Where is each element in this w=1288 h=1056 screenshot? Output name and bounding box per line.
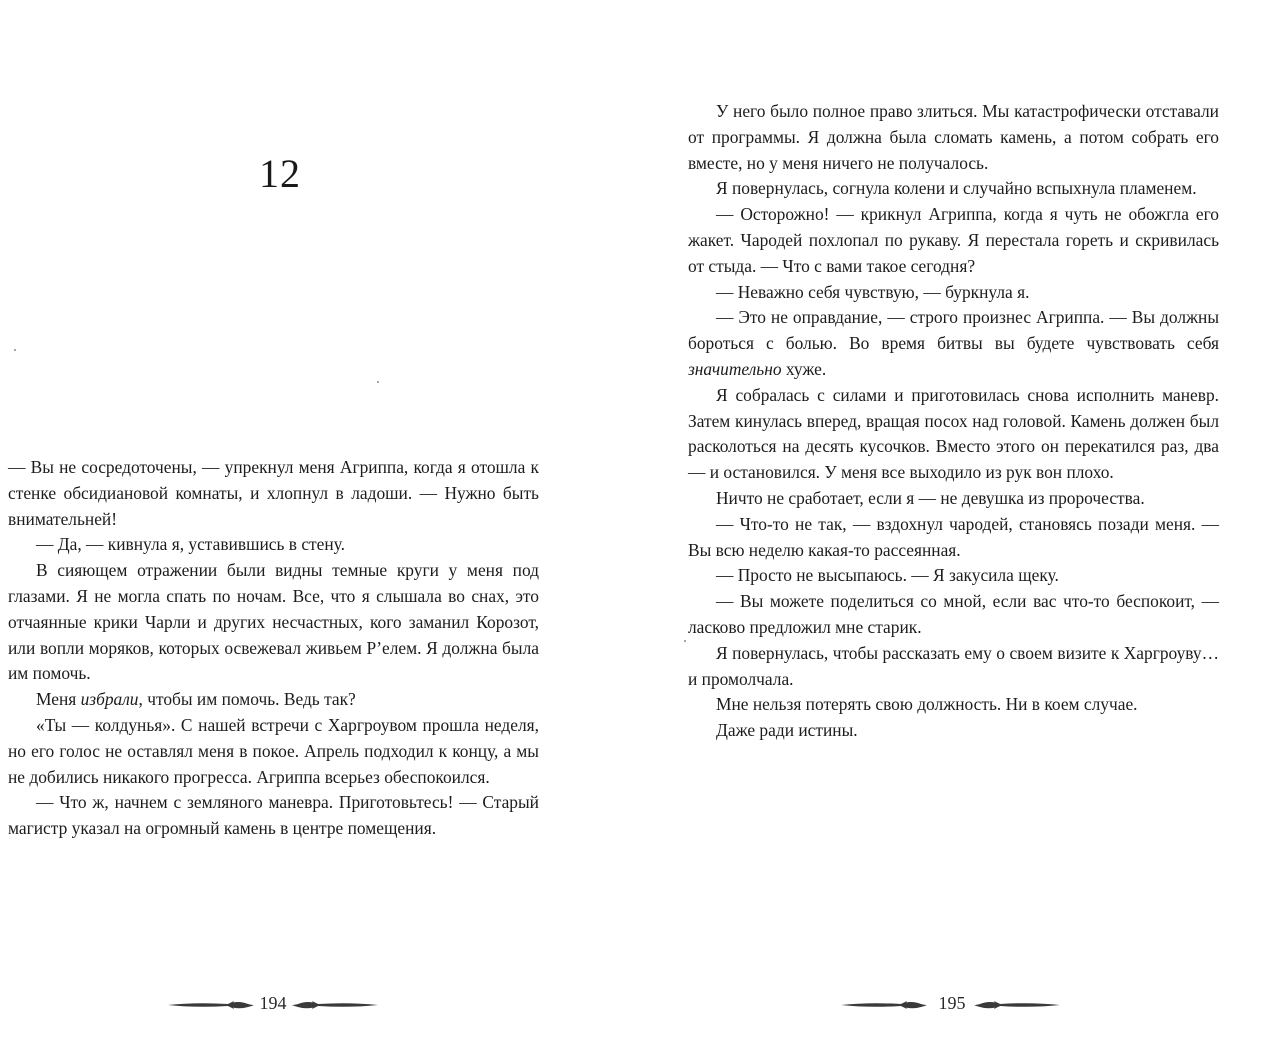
flourish-ornament-icon [290, 998, 380, 1012]
paper-speck [14, 349, 16, 351]
right-page [644, 0, 1288, 1056]
paragraph: — Что ж, начнем с земляного маневра. Приготовьтесь! — Старый магистр указал на огромный камень в центре помещения. [8, 792, 539, 839]
paragraph: Я повернулась, согнула колени и случайно вспыхнула пламенем. [716, 178, 1197, 199]
paper-speck [684, 640, 686, 642]
paragraph: Мне нельзя потерять свою должность. Ни в коем случае. [716, 694, 1138, 715]
text-run: — Это не оправдание, — строго произнес Агриппа. — Вы должны бороться с болью. Во время битвы вы будете чувствовать себя [688, 307, 1219, 354]
emphasized-word: значительно [688, 358, 782, 379]
paragraph: Даже ради истины. [716, 720, 858, 741]
paper-speck [377, 381, 379, 383]
flourish-ornament-icon [972, 998, 1062, 1012]
paragraph-with-emphasis [8, 687, 539, 713]
paragraph: — Просто не высыпаюсь. — Я закусила щеку. [716, 565, 1059, 586]
paragraph: В сияющем отражении были видны темные круги у меня под глазами. Я не могла спать по ночам. Все, что я слышала во снах, это отчаянные крики Чарли и других несчастных, кого заманил Корозот, или вопли моряков, которых освежевал живьем Р’елем. Я должна была им помочь. [8, 560, 539, 684]
paragraph: — Неважно себя чувствую, — буркнула я. [716, 281, 1030, 302]
paragraph-with-emphasis [688, 305, 1219, 382]
text-run: хуже. [781, 358, 827, 379]
chapter-number: 12 [259, 151, 301, 196]
paragraph: Я собралась с силами и приготовилась снова исполнить маневр. Затем кинулась вперед, вращая посох над головой. Камень должен был расколоться на десять кусочков. Вместо этого он перекатился раз, два — и остановился. У меня все выходило из рук вон плохо. [688, 384, 1219, 483]
page-number: 195 [938, 993, 966, 1013]
paragraph: «Ты — колдунья». С нашей встречи с Харгроувом прошла неделя, но его голос не оставлял меня в покое. Апрель подходил к концу, а мы не добились никакого прогресса. Агриппа всерьез обеспокоился. [8, 714, 539, 787]
paragraph: — Да, — кивнула я, уставившись в стену. [36, 534, 345, 555]
right-folio [644, 993, 1288, 1017]
left-body-text [8, 455, 539, 842]
page-number: 194 [259, 993, 287, 1013]
paragraph: Я повернулась, чтобы рассказать ему о своем визите к Харгроуву… и промолчала. [688, 642, 1219, 689]
paragraph: — Вы можете поделиться со мной, если вас что-то беспокоит, — ласково предложил мне старик. [688, 591, 1219, 637]
flourish-ornament-icon [839, 998, 929, 1012]
paragraph: У него было полное право злиться. Мы катастрофически отставали от программы. Я должна была сломать камень, а потом собрать его вместе, но у меня ничего не получалось. [688, 101, 1219, 173]
paragraph: — Вы не сосредоточены, — упрекнул меня Агриппа, когда я отошла к стенке обсидиановой комнаты, и хлопнул в ладоши. — Нужно быть внимательней! [8, 457, 539, 529]
paragraph: Ничто не сработает, если я — не девушка из пророчества. [716, 487, 1145, 508]
right-body-text [688, 99, 1219, 744]
paragraph: — Что-то не так, — вздохнул чародей, становясь позади меня. — Вы всю неделю какая-то рассеянная. [688, 513, 1219, 560]
paragraph: — Осторожно! — крикнул Агриппа, когда я чуть не обожгла его жакет. Чародей похлопал по рукаву. Я перестала гореть и скривилась от стыда. — Что с вами такое сегодня? [688, 204, 1219, 276]
text-run: Меня [36, 689, 81, 710]
text-run: , чтобы им помочь. Ведь так? [138, 689, 356, 710]
left-folio [0, 993, 644, 1017]
emphasized-word: избрали [80, 689, 139, 710]
